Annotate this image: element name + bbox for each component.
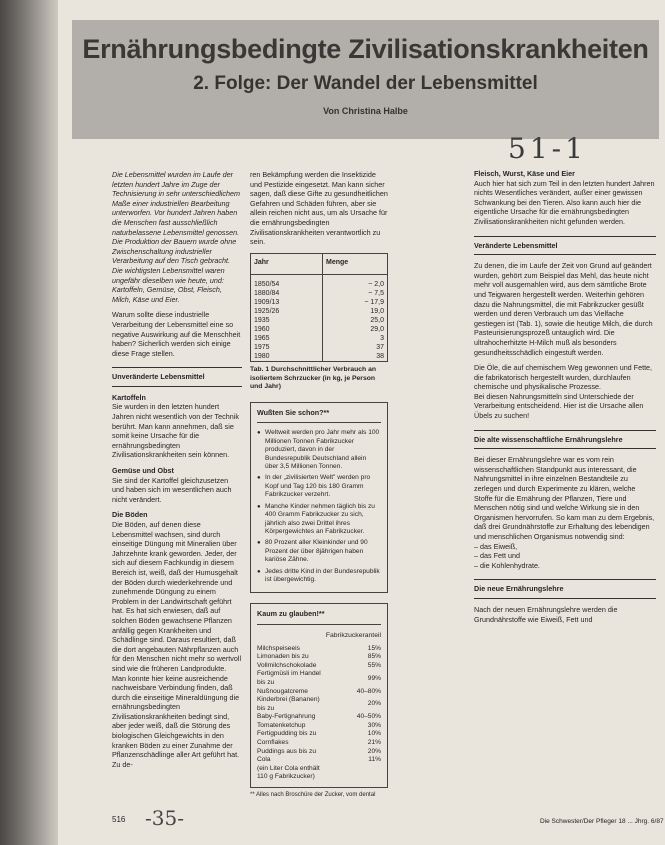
table-row <box>257 645 381 654</box>
table-cell-year: 1925/26 <box>254 308 280 316</box>
table-row <box>257 756 381 765</box>
table-cell-year: 1909/13 <box>254 299 280 307</box>
table-cell-year: 1975 <box>254 344 270 352</box>
book-binding-shadow <box>0 0 58 845</box>
table-cell-year: 1850/54 <box>254 281 280 289</box>
table-cell-food: Baby-Fertignahrung <box>257 713 316 721</box>
table-cell-share: 55% <box>367 661 381 669</box>
table-row <box>251 316 388 325</box>
table-row <box>257 713 381 722</box>
section-heading: Die alte wissenschaftliche Ernährungslehre <box>474 430 656 450</box>
section-heading: Die neue Ernährungslehre <box>474 579 656 599</box>
table-cell-share: 20% <box>367 700 381 708</box>
table-caption: Tab. 1 Durchschnittlicher Verbrauch an isoliertem Schrzucker (in kg, je Person und Jahr) <box>250 366 377 391</box>
list-item: ● Weltweit werden pro Jahr mehr als 100 Millionen Tonnen Fabrikzucker produziert, davon in der Bundesrepublik Deutschland allein über 3,5 Millionen Tonnen. <box>257 429 381 471</box>
list-item: – das Fett und <box>474 551 520 561</box>
section-heading: Veränderte Lebensmittel <box>474 236 656 256</box>
table-header-year: Jahr <box>251 253 323 275</box>
table-cell-amount: 38 <box>322 352 387 362</box>
article-title: Ernährungsbedingte Zivilisationskrankheiten <box>82 34 649 64</box>
table-cell-amount: 19,0 <box>322 307 387 316</box>
table-cell-year: 1965 <box>254 335 270 343</box>
table-cell-year: 1980 <box>254 353 270 361</box>
info-box-wussten-sie <box>250 402 388 594</box>
paragraph: Warum sollte diese industrielle Verarbeitung der Lebensmittel eine so negative Auswirkung auf die Menschheit haben? Sicherlich werden sich einige diese Frage stellen. <box>112 310 241 358</box>
table-cell-food: Cola <box>257 756 271 764</box>
table-header-amount: Menge <box>322 253 387 275</box>
paragraph: Bei diesen Nahrungsmitteln sind Unterschiede der Verarbeitung entscheidend. Hier ist die Ursache allen Übels zu suchen! <box>474 391 644 421</box>
column-3 <box>474 166 656 624</box>
intro-paragraph: Die Lebensmittel wurden im Laufe der letzten hundert Jahre im Zuge der Technisierung in sehr unterschiedlichem Maße einer industriellen Bearbeitung unterworfen. Vor hundert Jahren haben die Menschen fast ausschließlich naturbelassene Lebensmittel genossen. Die Produktion der Bauern wurde ohne Zwischenschaltung industrieller Verarbeitung auf den Tisch gebracht. Die wichtigsten Lebensmittel waren ungefähr dieselben wie heute, und: Kartoffeln, Gemüse, Obst, Fleisch, Milch, Käse und Eier. <box>112 170 240 304</box>
table-cell-share: 20% <box>367 747 381 755</box>
info-box-title: Kaum zu glauben!** <box>257 609 381 625</box>
table-cell-share <box>326 765 381 782</box>
table-row <box>257 739 381 748</box>
table-row <box>257 653 381 662</box>
table-row <box>257 765 381 782</box>
info-box-kaum-zu-glauben <box>250 603 388 788</box>
page-number: 516 <box>112 815 126 824</box>
table-row <box>257 730 381 739</box>
table-row <box>251 334 388 343</box>
section-heading: Unveränderte Lebensmittel <box>112 367 242 387</box>
table-cell-amount: 37 <box>322 343 387 352</box>
paragraph: Auch hier hat sich zum Teil in den letzten hundert Jahren nichts Wesentliches verändert, außer einer gewissen Schwankung bei den Tieren. Also kann auch hier die eigentliche Ursache für die ernährungsbedingten Zivilisationskrankheiten nicht gefunden werden. <box>474 178 655 226</box>
paragraph: Nach der neuen Ernährungslehre werden die Grundnährstoffe wie Eiweiß, Fett und <box>474 604 618 624</box>
table-cell-share: 40–50% <box>356 713 381 721</box>
footnote: ** Alles nach Broschüre der Zucker, vom dental <box>250 792 376 799</box>
table-cell-amount: 25,0 <box>322 316 387 325</box>
sugar-consumption-table <box>250 253 388 363</box>
table-cell-share: 40–80% <box>356 687 381 695</box>
table-cell-amount: ~ 17,9 <box>322 298 387 307</box>
table-row <box>257 670 381 687</box>
list-item: ● Manche Kinder nehmen täglich bis zu 400 Gramm Fabrikzucker zu sich, jährlich also zwei Drittel ihres Körpergewichtes an Fabrikzucker. <box>257 503 381 537</box>
table-header-share: Fabrikzuckeranteil <box>325 631 381 639</box>
table-cell-food: Cornflakes <box>257 739 289 747</box>
table-row <box>257 748 381 757</box>
table-row <box>251 325 388 334</box>
table-row <box>257 696 381 713</box>
table-cell-year: 1880/84 <box>254 290 280 298</box>
journal-footer: Die Schwester/Der Pfleger 18 ... Jhrg. 6/87 <box>540 818 664 825</box>
table-cell-share: 99% <box>367 674 381 682</box>
table-cell-amount: ~ 2,0 <box>322 275 387 290</box>
table-cell-year: 1960 <box>254 326 270 334</box>
table-cell-food: Vollmilchschokolade <box>257 661 317 669</box>
table-cell-food: (ein Liter Cola enthält 110 g Fabrikzucker) <box>257 764 320 781</box>
table-cell-food: Nußnougatcreme <box>257 687 308 695</box>
info-box-title: Wußten Sie schon?** <box>257 408 381 424</box>
paragraph: Sie sind der Kartoffel gleichzusetzen und haben sich im wesentlichen auch nicht verändert. <box>112 475 232 504</box>
column-2 <box>250 170 388 801</box>
list-item: – das Eiweiß, <box>474 541 518 551</box>
table-cell-amount: 3 <box>322 334 387 343</box>
table-row <box>257 662 381 671</box>
paragraph: Die Öle, die auf chemischem Weg gewonnen und Fette, die fabrikatorisch hergestellt wurden, durchlaufen chemische und physikalische Prozesse. <box>474 363 653 392</box>
table-row <box>251 352 388 362</box>
table-row <box>257 688 381 697</box>
nutrient-list <box>474 542 656 571</box>
table-cell-year: 1935 <box>254 317 270 325</box>
table-cell-food: Kinderbrei (Bananen) bis zu <box>257 696 320 712</box>
table-cell-food: Fertigmüsli im Handel bis zu <box>257 670 321 686</box>
paragraph: Man konnte hier keine ausreichende nachweisbare Verbindung finden, daß durch die einseitige Mineraldüngung die ernährungsbedingten Zivilisationskrankheiten bedingt sind, aber jeder weiß, daß die Störung des biologischen Gleichgewichts in den kranken Böden zu einer Zunahme der Pflanzenschädlinge aller Art geführt hat. Zu de- <box>112 673 240 769</box>
table-cell-share: 15% <box>367 644 381 652</box>
list-item: – die Kohlenhydrate. <box>474 560 540 570</box>
article-subtitle: 2. Folge: Der Wandel der Lebensmittel <box>193 73 538 94</box>
paragraph: Die Böden, auf denen diese Lebensmittel wachsen, sind durch einseitige Düngung mit Mineralien über Jahrzehnte krank geworden. Jeder, der sich auf diesem Fachkundig in diesem Bereich ist, weiß, daß der Humusgehalt der Böden durch wiederkehrende und zunehmende Düngung zu einem Problem in der Landwirtschaft geführt hat. Es hat sich erwiesen, daß auf solchen Böden gewachsene Pflanzen anfällig gegen Krankheiten und Schädlinge sind. Daraus resultiert, daß die dort angebauten Nährpflanzen auch für den Menschen nicht mehr so wertvoll sind wie die früheren Landprodukte. <box>112 520 242 673</box>
table-cell-share: 21% <box>367 739 381 747</box>
table-row <box>251 275 388 290</box>
table-cell-amount: ~ 7,5 <box>322 289 387 298</box>
table-cell-food: Limonaden bis zu <box>257 653 309 661</box>
paragraph: ren Bekämpfung werden die Insektizide und Pestizide eingesetzt. Man kann sicher sagen, daß diese Gifte zu gesundheitlichen Gefahren und Schäden führen, aber sie allein reichen nicht aus, um als Ursache für die ernährungsbedingten Zivilisationskrankheiten verantwortlich zu sein. <box>250 170 388 247</box>
table-row <box>251 289 388 298</box>
table-row <box>257 722 381 731</box>
column-1 <box>112 170 242 769</box>
subheading: Kartoffeln <box>112 392 146 402</box>
subheading: Gemüse und Obst <box>112 466 174 476</box>
paragraph: Zu denen, die im Laufe der Zeit von Grund auf geändert wurden, gehört zum Beispiel das Mehl, das heute nicht mehr voll ausgemahlen wird, aus dem sämtliche Brote und Teigwaren hergestellt werden. Weiterhin gehören dazu die Nahrungsmittel, die mit Fabrikzucker gesüßt werden und deren Verbrauch um das Vielfache gestiegen ist (Tab. 1), sowie die heutige Milch, die durch Pasteurisierungsprozeß untauglich wird. Die ultrahocherhitzte H-Milch muß als besonders gesundheitsschädlich eingestuft werden. <box>474 261 653 357</box>
table-cell-share: 10% <box>367 730 381 738</box>
list-item: ● 80 Prozent aller Kleinkinder und 90 Prozent der über 8jährigen haben kariöse Zähne. <box>257 539 381 564</box>
sugar-share-table <box>257 631 381 782</box>
paragraph: Sie wurden in den letzten hundert Jahren nicht wesentlich von der Technik berührt. Man kann annehmen, daß sie somit keine Ursache für die ernährungsbedingten Zivilisationskrankheiten sein können. <box>112 402 239 460</box>
list-item: ● Jedes dritte Kind in der Bundesrepublik ist übergewichtig. <box>257 568 381 585</box>
subheading: Fleisch, Wurst, Käse und Eier <box>474 169 575 178</box>
table-row <box>251 343 388 352</box>
table-row <box>251 298 388 307</box>
paragraph: Bei dieser Ernährungslehre war es vom rein wissenschaftlichen Standpunkt aus interessant, die Nahrungsmittel in ihre einzelnen Bestandteile zu zerlegen und durch Experimente zu klären, welche Stoffe für die Ernährung der Pflanzen, Tiere und Menschen nötig sind und welche Wirkung sie in den Organismen hervorrufen. So kam man zu dem Ergebnis, daß drei Grundnährstoffe zur Erhaltung des lebendigen und menschlichen Organismus notwendig sind: <box>474 455 655 541</box>
table-cell-food: Puddings aus bis zu <box>257 747 317 755</box>
table-cell-share: 11% <box>368 756 381 764</box>
table-cell-food: Fertigpudding bis zu <box>257 730 317 738</box>
handwritten-note: 51-1 <box>508 132 587 165</box>
handwritten-page-mark: -35- <box>145 806 184 830</box>
table-cell-share: 30% <box>367 721 381 729</box>
subheading: Die Böden <box>112 510 148 520</box>
list-item: ● In der „zivilisierten Welt" werden pro Kopf und Tag 120 bis 180 Gramm Fabrikzucker verzehrt. <box>257 474 381 499</box>
table-row <box>251 307 388 316</box>
table-cell-food: Tomatenketchup <box>257 721 306 729</box>
table-cell-share: 85% <box>367 653 381 661</box>
table-cell-food: Milchspeiseeis <box>257 644 300 652</box>
table-cell-amount: 29,0 <box>322 325 387 334</box>
author-line: Von Christina Halbe <box>323 106 408 116</box>
